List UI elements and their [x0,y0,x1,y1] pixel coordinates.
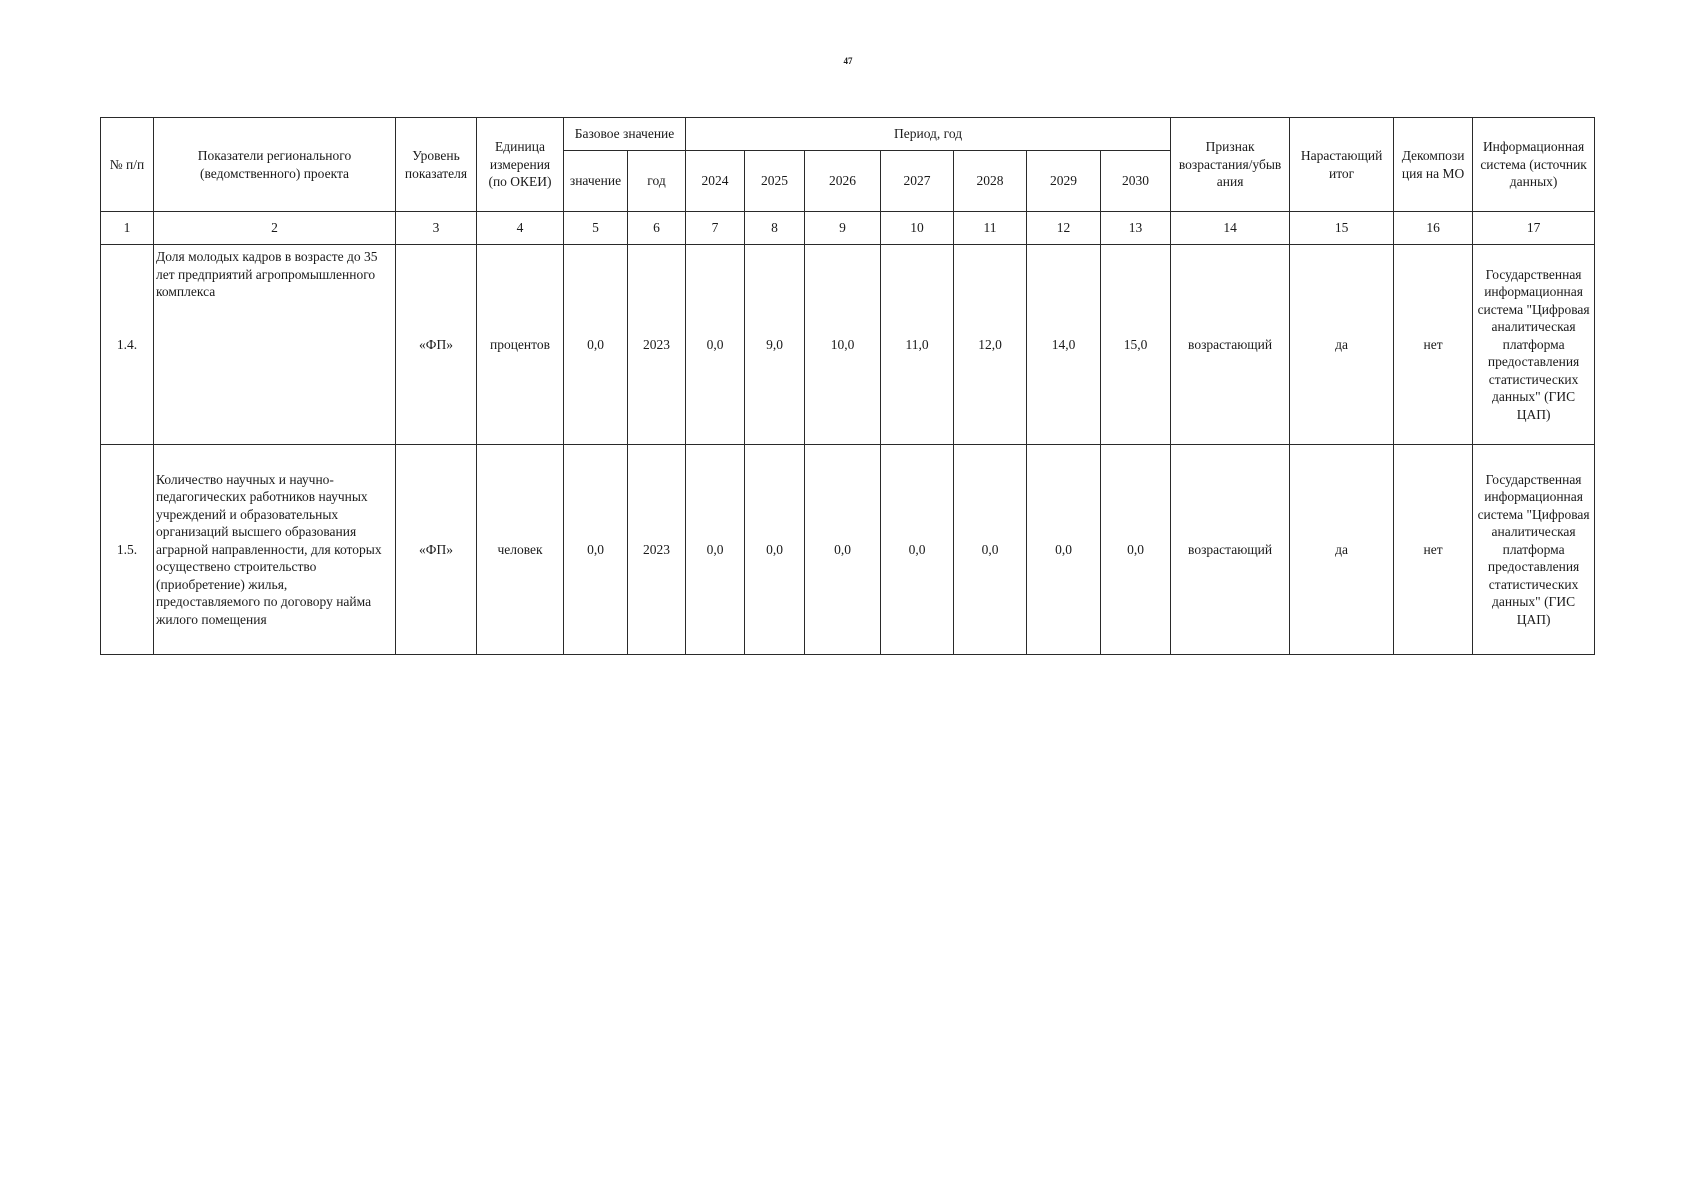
header-year: 2024 [686,151,745,212]
header-base-value-value: значение [564,151,628,212]
column-number: 6 [628,212,686,245]
header-year: 2027 [881,151,954,212]
row-info-system: Государственная информационная система "Цифровая аналитическая платформа предоставления статистических данных" (ГИС ЦАП) [1473,445,1595,655]
row-year-value: 0,0 [954,445,1027,655]
indicators-table [100,117,1595,655]
column-number: 15 [1290,212,1394,245]
row-year-value: 12,0 [954,245,1027,445]
header-year: 2025 [745,151,805,212]
row-year-value: 9,0 [745,245,805,445]
row-num: 1.5. [101,445,154,655]
column-number: 7 [686,212,745,245]
column-number: 2 [154,212,396,245]
row-indicator-name: Количество научных и научно-педагогических работников научных учреждений и образовательных организаций высшего образования аграрной направленности, для которых осуществено строительство (приобретение) жилья, предоставляемого по договору найма жилого помещения [154,445,396,655]
row-year-value: 0,0 [745,445,805,655]
header-base-value: Базовое значение [564,118,686,151]
header-num: № п/п [101,118,154,212]
column-number: 1 [101,212,154,245]
header-year: 2029 [1027,151,1101,212]
row-decomposition: нет [1394,445,1473,655]
row-num: 1.4. [101,245,154,445]
header-info-system: Информационная система (источник данных) [1473,118,1595,212]
column-number: 16 [1394,212,1473,245]
row-base-value: 0,0 [564,445,628,655]
header-year: 2026 [805,151,881,212]
row-cumulative: да [1290,245,1394,445]
column-number: 9 [805,212,881,245]
row-year-value: 0,0 [805,445,881,655]
page-number: 47 [843,56,853,66]
row-year-value: 0,0 [686,245,745,445]
header-cumulative: Нарастающий итог [1290,118,1394,212]
column-number: 5 [564,212,628,245]
row-level: «ФП» [396,445,477,655]
column-number: 12 [1027,212,1101,245]
row-cumulative: да [1290,445,1394,655]
table-row [101,245,1595,445]
column-number: 14 [1171,212,1290,245]
row-year-value: 0,0 [686,445,745,655]
header-base-value-year: год [628,151,686,212]
header-decomposition: Декомпози ция на МО [1394,118,1473,212]
header-year: 2030 [1101,151,1171,212]
row-year-value: 0,0 [1027,445,1101,655]
row-sign: возрастающий [1171,445,1290,655]
row-sign: возрастающий [1171,245,1290,445]
column-number: 4 [477,212,564,245]
header-unit: Единица измерения (по ОКЕИ) [477,118,564,212]
header-level: Уровень показателя [396,118,477,212]
row-base-year: 2023 [628,445,686,655]
column-number: 3 [396,212,477,245]
header-period: Период, год [686,118,1171,151]
header-year: 2028 [954,151,1027,212]
column-numbers-row [101,212,1595,245]
row-level: «ФП» [396,245,477,445]
header-sign: Признак возрастания/убыв ания [1171,118,1290,212]
column-number: 8 [745,212,805,245]
column-number: 13 [1101,212,1171,245]
row-year-value: 0,0 [881,445,954,655]
row-unit: человек [477,445,564,655]
column-number: 10 [881,212,954,245]
row-decomposition: нет [1394,245,1473,445]
row-info-system: Государственная информационная система "Цифровая аналитическая платформа предоставления статистических данных" (ГИС ЦАП) [1473,245,1595,445]
row-year-value: 10,0 [805,245,881,445]
row-base-year: 2023 [628,245,686,445]
row-year-value: 11,0 [881,245,954,445]
header-indicator: Показатели регионального (ведомственного) проекта [154,118,396,212]
row-year-value: 14,0 [1027,245,1101,445]
column-number: 17 [1473,212,1595,245]
table-row [101,445,1595,655]
row-indicator-name: Доля молодых кадров в возрасте до 35 лет предприятий агропромышленного комплекса [154,245,396,445]
row-year-value: 0,0 [1101,445,1171,655]
header-row-1 [101,118,1595,151]
row-year-value: 15,0 [1101,245,1171,445]
row-unit: процентов [477,245,564,445]
row-base-value: 0,0 [564,245,628,445]
column-number: 11 [954,212,1027,245]
